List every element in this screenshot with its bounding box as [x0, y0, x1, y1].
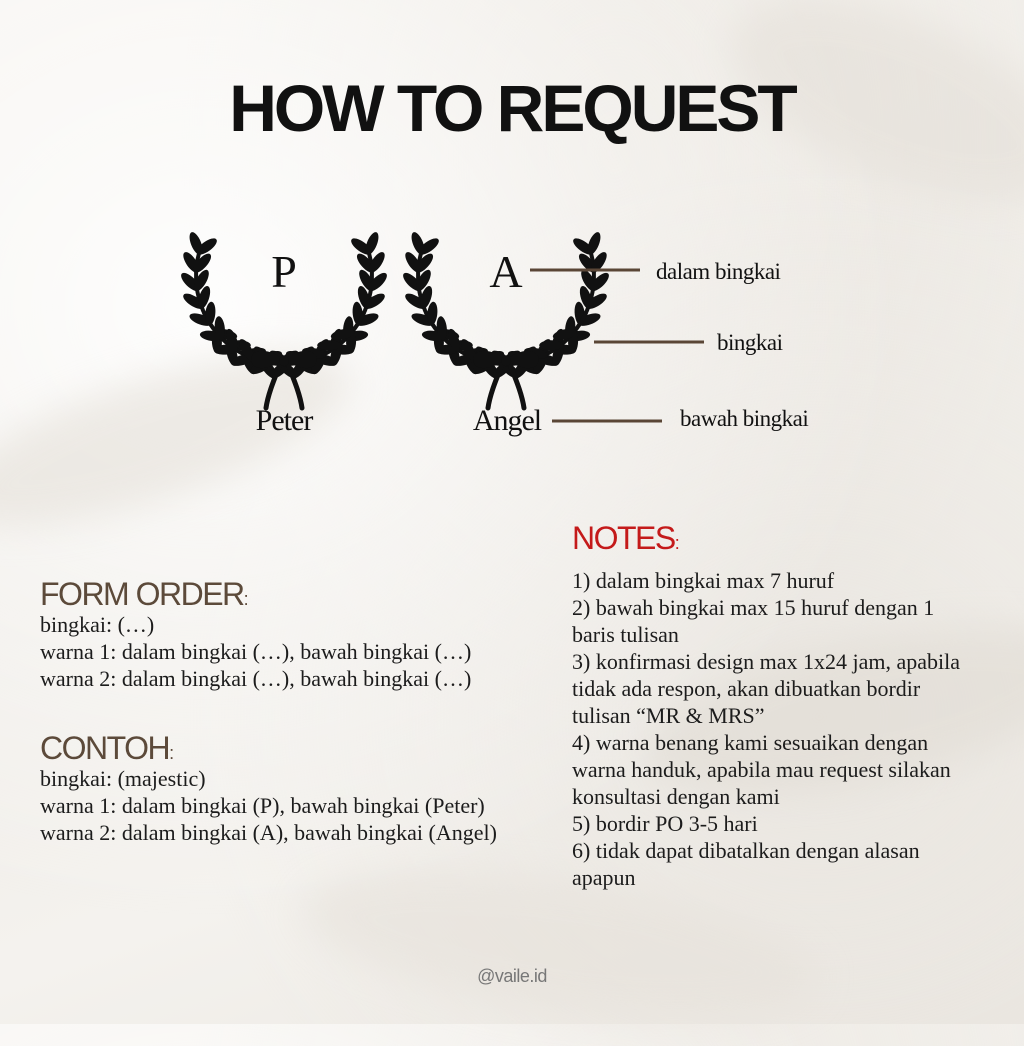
notes-line: apapun — [572, 865, 636, 890]
contoh-line: warna 1: dalam bingkai (P), bawah bingkai (Peter) — [40, 793, 485, 818]
notes-heading — [572, 520, 678, 557]
wreath-leaf — [539, 340, 563, 350]
below-name-left: Peter — [255, 404, 313, 437]
contoh-lines — [40, 765, 497, 846]
form-order-lines — [40, 611, 471, 692]
inside-letter-left: P — [271, 246, 297, 297]
form-order-heading-colon: : — [243, 589, 248, 609]
callout-below: bawah bingkai — [680, 406, 809, 431]
contoh-heading — [40, 730, 173, 767]
notes-line: 6) tidak dapat dibatalkan dengan alasan — [572, 838, 920, 863]
ribbon-knot — [501, 356, 511, 366]
notes-line: 2) bawah bingkai max 15 huruf dengan 1 — [572, 595, 935, 620]
form-order-line: bingkai: (…) — [40, 612, 155, 637]
contoh-line: warna 2: dalam bingkai (A), bawah bingkai (Angel) — [40, 820, 497, 845]
instagram-handle: @vaile.id — [477, 966, 547, 986]
notes-line: 4) warna benang kami sesuaikan dengan — [572, 730, 929, 755]
notes-heading-colon: : — [674, 533, 679, 553]
inside-letter-right: A — [489, 246, 523, 297]
notes-line: konsultasi dengan kami — [572, 784, 780, 809]
form-order-line: warna 1: dalam bingkai (…), bawah bingkai (…) — [40, 639, 472, 664]
contoh-heading-colon: : — [169, 743, 173, 763]
form-order-heading — [40, 576, 247, 613]
contoh-line: bingkai: (majestic) — [40, 766, 206, 791]
notes-line: warna handuk, apabila mau request silakan — [572, 757, 951, 782]
notes-heading-text: NOTES — [572, 520, 675, 556]
notes-lines — [572, 567, 960, 891]
notes-line: 1) dalam bingkai max 7 huruf — [572, 568, 835, 593]
wreath-leaf — [317, 340, 341, 350]
notes-line: 3) konfirmasi design max 1x24 jam, apabila — [572, 649, 960, 674]
notes-line: baris tulisan — [572, 622, 679, 647]
notes-line: tulisan “MR & MRS” — [572, 703, 765, 728]
notes-line: tidak ada respon, akan dibuatkan bordir — [572, 676, 921, 701]
page-title: HOW TO REQUEST — [229, 71, 795, 145]
callout-frame: bingkai — [717, 330, 783, 355]
contoh-heading-text: CONTOH — [40, 730, 170, 766]
form-order-line: warna 2: dalam bingkai (…), bawah bingkai (…) — [40, 666, 472, 691]
below-name-right: Angel — [472, 404, 542, 437]
ribbon-knot — [279, 356, 289, 366]
form-order-heading-text: FORM ORDER — [40, 576, 244, 612]
callout-inside: dalam bingkai — [656, 259, 781, 284]
notes-line: 5) bordir PO 3-5 hari — [572, 811, 758, 836]
